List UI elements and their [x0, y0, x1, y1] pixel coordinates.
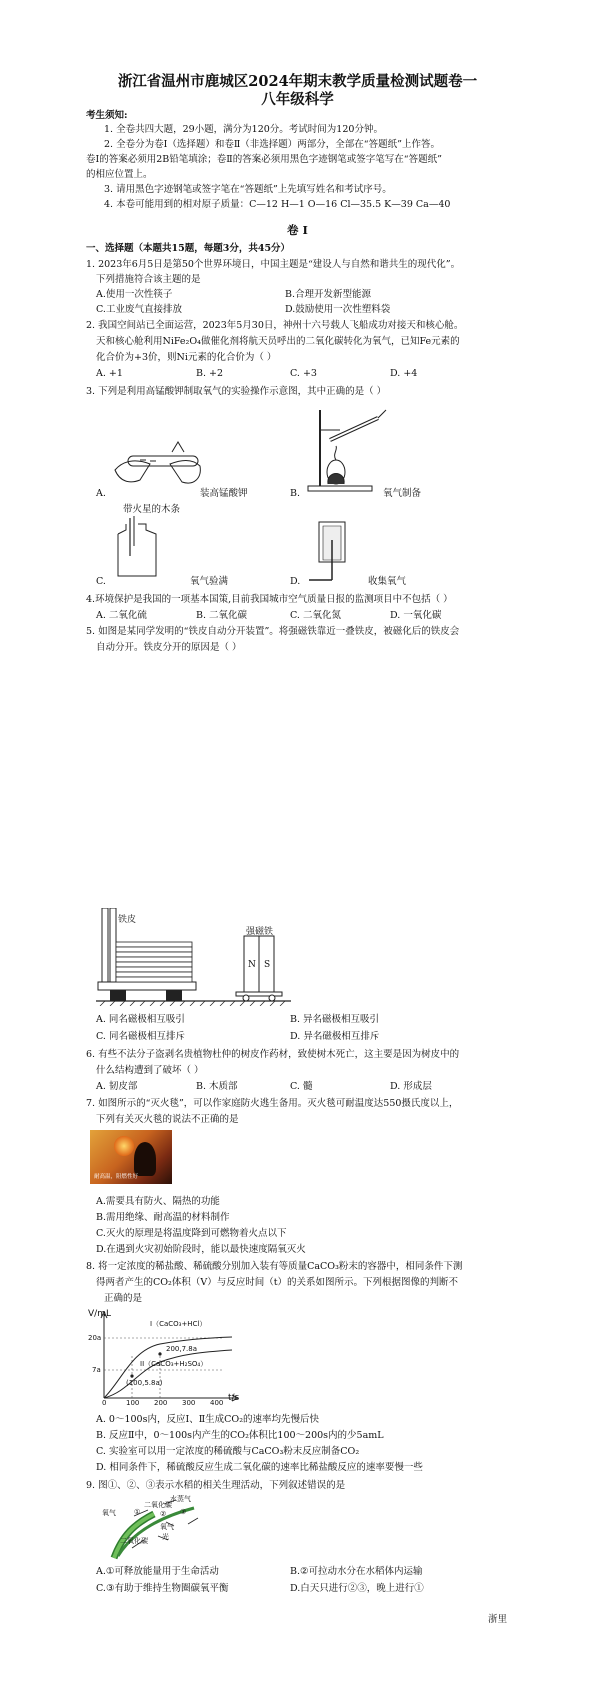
notice-item-2-cont: 卷Ⅰ的答案必须用2B铅笔填涂；卷Ⅱ的答案必须用黑色字迹钢笔或签字笔写在“答题纸” — [86, 154, 442, 165]
q1-option-a: A.使用一次性筷子 — [96, 289, 173, 300]
q3-stem: 3. 下列是利用高锰酸钾制取氧气的实验操作示意图，其中正确的是（ ） — [86, 386, 387, 397]
q2-option-c: C. +3 — [290, 368, 317, 379]
q7-option-a: A.需要具有防火、隔热的功能 — [96, 1196, 220, 1207]
q7-option-d: D.在遇到火灾初始阶段时，能以最快速度隔氧灭火 — [96, 1244, 306, 1255]
q6-stem-line2: 什么结构遭到了破坏（ ） — [96, 1065, 204, 1076]
q7-photo-flame — [114, 1136, 134, 1156]
q9-label-oxygen-right: 氧气 — [160, 1523, 174, 1531]
q1-option-d: D.鼓励使用一次性塑料袋 — [285, 304, 391, 315]
q5-stem-line2: 自动分开。铁皮分开的原因是（ ） — [96, 642, 242, 653]
q6-option-b: B. 木质部 — [196, 1081, 238, 1092]
q3-figure-a-hands-tube — [110, 430, 210, 490]
q5-option-b: B. 异名磁极相互吸引 — [290, 1014, 380, 1025]
q8-option-b: B. 反应Ⅱ中，0～100s内产生的CO₂体积比100～200s内的少5amL — [96, 1430, 384, 1441]
q3-option-c-caption: 氧气验满 — [190, 576, 229, 587]
q2-option-b: B. +2 — [196, 368, 224, 379]
q4-option-a: A. 二氧化硫 — [96, 610, 147, 621]
q8-stem-line2: 得两者产生的CO₂体积（V）与反应时间（t）的关系如图所示。下列根据图像的判断不 — [96, 1277, 459, 1288]
section-title: 卷 Ⅰ — [287, 223, 308, 237]
q9-option-a: A.①可释放能量用于生命活动 — [96, 1566, 219, 1577]
q9-option-d: D.白天只进行②③，晚上进行① — [290, 1583, 424, 1594]
notice-item-2-end: 的相应位置上。 — [86, 169, 153, 180]
notice-item-2: 2. 全卷分为卷Ⅰ（选择题）和卷Ⅱ（非选择题）两部分，全部在“答题纸”上作答。 — [104, 139, 441, 150]
q6-option-c: C. 髓 — [290, 1081, 313, 1092]
q7-option-c: C.灭火的原理是将温度降到可燃物着火点以下 — [96, 1228, 287, 1239]
q5-stem-line1: 5. 如图是某同学发明的“铁皮自动分开装置”。将强磁铁靠近一叠铁皮，被磁化后的铁皮会 — [86, 626, 460, 637]
q3-option-a-caption: 装高锰酸钾 — [200, 488, 248, 499]
q5-option-c: C. 同名磁极相互排斥 — [96, 1031, 185, 1042]
part1-heading: 一、选择题（本题共15题，每题3分，共45分） — [86, 243, 291, 254]
q8-chart-point-2-label: (100,5.8a) — [126, 1379, 163, 1387]
q8-chart-x-tick-400: 400 — [210, 1399, 224, 1407]
q8-chart-y-tick-mid: 7a — [92, 1366, 101, 1374]
q9-option-c: C.③有助于维持生物圈碳氧平衡 — [96, 1583, 229, 1594]
document-title: 浙江省温州市鹿城区2024年期末教学质量检测试题卷一 — [117, 73, 478, 90]
q8-chart-curve-1-label: I（CaCO₃+HCl） — [150, 1320, 207, 1328]
q8-chart-x-tick-100: 100 — [126, 1399, 140, 1407]
q9-label-circle-2: ② — [160, 1510, 167, 1518]
q5-label-north-pole: N — [248, 960, 256, 970]
q9-label-oxygen-left: 氧气 — [102, 1509, 116, 1517]
q1-stem-line2: 下列措施符合该主题的是 — [96, 274, 201, 285]
q3-figure-label-splint: 带火星的木条 — [123, 504, 181, 515]
q3-option-c-letter: C. — [96, 576, 106, 587]
q5-label-iron-sheets: 铁皮 — [118, 915, 137, 925]
q4-stem: 4.环境保护是我国的一项基本国策,目前我国城市空气质量日报的监测项目中不包括（ ） — [86, 594, 453, 605]
q4-option-b: B. 二氧化碳 — [196, 610, 248, 621]
q7-photo-fire-blanket — [90, 1130, 172, 1184]
q8-option-c: C. 实验室可以用一定浓度的稀硫酸与CaCO₃粉末反应制备CO₂ — [96, 1446, 360, 1457]
q5-option-a: A. 同名磁极相互吸引 — [96, 1014, 185, 1025]
q1-stem-line1: 1. 2023年6月5日是第50个世界环境日，中国主题是“建设人与自然和谐共生的现代化”。 — [86, 259, 461, 270]
q8-stem-line3: 正确的是 — [104, 1293, 143, 1304]
q4-option-d: D. 一氧化碳 — [390, 610, 442, 621]
q2-stem-line1: 2. 我国空间站已全面运营，2023年5月30日，神州十六号载人飞船成功对接天和核心舱。 — [86, 320, 464, 331]
q8-chart-y-axis-label: V/mL — [88, 1309, 111, 1319]
q3-option-b-caption: 氧气制备 — [383, 488, 422, 499]
q8-chart-y-tick-top: 20a — [88, 1334, 102, 1342]
q8-chart-x-tick-0: 0 — [102, 1399, 107, 1407]
q3-option-b-letter: B. — [290, 488, 301, 499]
q3-option-d-letter: D. — [290, 576, 301, 587]
q5-label-strong-magnet: 强磁铁 — [246, 927, 274, 937]
q9-label-water-vapor: 水蒸气 — [170, 1495, 191, 1503]
q8-chart-point-1-label: 200,7.8a — [166, 1345, 198, 1353]
q3-figure-b-heating-apparatus — [300, 400, 390, 495]
q8-chart-curve-2-label: II（CaCO₃+H₂SO₄） — [140, 1360, 208, 1368]
q8-option-a: A. 0～100s内，反应Ⅰ、Ⅱ生成CO₂的速率均先慢后快 — [96, 1414, 320, 1425]
q5-option-d: D. 异名磁极相互排斥 — [290, 1031, 380, 1042]
q3-option-a-letter: A. — [96, 488, 106, 499]
q6-option-d: D. 形成层 — [390, 1081, 432, 1092]
q8-chart-x-tick-200: 200 — [154, 1399, 168, 1407]
footer-mark: 浙里 — [488, 1614, 508, 1625]
notice-item-4: 4. 本卷可能用到的相对原子质量：C—12 H—1 O—16 Cl—35.5 K—39 Ca—40 — [104, 199, 451, 210]
q8-chart-point-1 — [158, 1352, 161, 1355]
q7-photo-person-silhouette — [134, 1142, 156, 1176]
document-subtitle: 八年级科学 — [261, 91, 334, 108]
q2-option-a: A. +1 — [96, 368, 123, 379]
q3-figure-d-gas-collection — [305, 520, 355, 582]
q8-chart-point-2 — [130, 1374, 133, 1377]
notice-heading: 考生须知: — [86, 110, 128, 121]
q7-stem-line1: 7. 如图所示的“灭火毯”，可以作家庭防火逃生备用。灭火毯可耐温度达550摄氏度以上， — [86, 1098, 459, 1109]
q7-stem-line2: 下列有关灭火毯的说法不正确的是 — [96, 1114, 239, 1125]
q5-label-south-pole: S — [264, 960, 271, 970]
q1-option-b: B.合理开发新型能源 — [285, 289, 372, 300]
q9-label-co2-bottom: 二氧化碳 — [120, 1537, 148, 1545]
q4-option-c: C. 二氧化氮 — [290, 610, 341, 621]
notice-item-3: 3. 请用黑色字迹钢笔或签字笔在“答题纸”上先填写姓名和考试序号。 — [104, 184, 392, 195]
q8-chart-x-axis-label: t/s — [228, 1393, 240, 1403]
q6-option-a: A. 韧皮部 — [96, 1081, 138, 1092]
q9-label-circle-1: ① — [134, 1508, 141, 1516]
q9-stem: 9. 图①、②、③表示水稻的相关生理活动，下列叙述错误的是 — [86, 1480, 346, 1491]
q8-option-d: D. 相同条件下，稀硫酸反应生成二氧化碳的速率比稀盐酸反应的速率要慢一些 — [96, 1462, 423, 1473]
notice-item-1: 1. 全卷共四大题，29小题，满分为120分。考试时间为120分钟。 — [104, 124, 383, 135]
q7-option-b: B.需用绝缘、耐高温的材料制作 — [96, 1212, 230, 1223]
q2-stem-line2: 天和核心舱利用NiFe₂O₄做催化剂将航天员呼出的二氧化碳转化为氧气，已知Fe元素的 — [96, 336, 460, 347]
q8-stem-line1: 8. 将一定浓度的稀盐酸、稀硫酸分别加入装有等质量CaCO₃粉末的容器中，相同条件下测 — [86, 1261, 463, 1272]
q3-figure-c-bottle-splint — [112, 516, 162, 581]
q9-label-circle-3: ③ — [180, 1508, 187, 1516]
q2-option-d: D. +4 — [390, 368, 418, 379]
q3-option-d-caption: 收集氧气 — [368, 576, 407, 587]
q8-chart-x-tick-300: 300 — [182, 1399, 196, 1407]
q9-option-b: B.②可拉动水分在水稻体内运输 — [290, 1566, 423, 1577]
q9-label-co2-top: 二氧化碳 — [144, 1501, 172, 1509]
q6-stem-line1: 6. 有些不法分子盗剥名贵植物杜仲的树皮作药材，致使树木死亡，这主要是因为树皮中的 — [86, 1049, 460, 1060]
q9-label-light: 光 — [162, 1533, 169, 1541]
q2-stem-line3: 化合价为+3价，则Ni元素的化合价为（ ） — [96, 352, 277, 363]
q1-option-c: C.工业废气直接排放 — [96, 304, 182, 315]
q7-photo-caption: 耐高温，阻燃性好 — [94, 1174, 139, 1180]
